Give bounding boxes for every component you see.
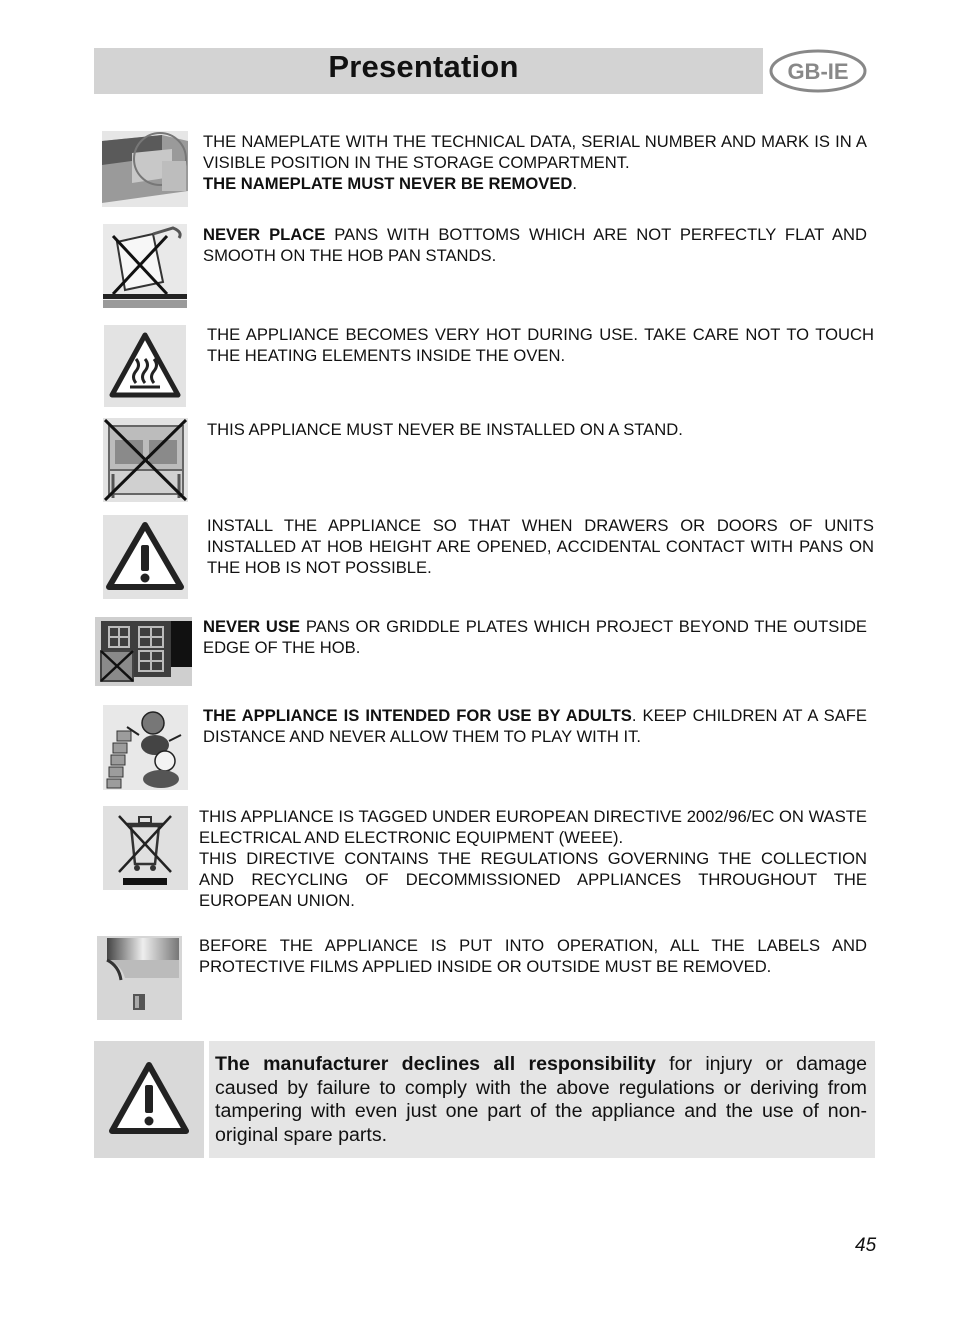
notice-icon-panel xyxy=(94,1041,204,1158)
page-number: 45 xyxy=(855,1235,877,1256)
notice-text xyxy=(215,1053,867,1147)
item-8-para-2: THIS DIRECTIVE CONTAINS THE REGULATIONS GOVERNING THE COLLECTION AND RECYCLING OF DECOMMISSIONED APPLIANCES THROUGHOUT THE EUROPEAN UNION. xyxy=(199,849,867,910)
general-warning-icon xyxy=(108,1059,190,1137)
item-1-line: THE NAMEPLATE WITH THE TECHNICAL DATA, SERIAL NUMBER AND MARK IS IN A VISIBLE POSITION IN THE STORAGE COMPARTMENT. xyxy=(203,132,867,172)
crossed-stand-icon xyxy=(103,418,188,502)
notice-bold: The manufacturer declines all responsibility xyxy=(215,1053,656,1075)
item-2-body: PANS WITH BOTTOMS WHICH ARE NOT PERFECTLY FLAT AND SMOOTH ON THE HOB PAN STANDS. xyxy=(203,225,867,265)
item-6-body: PANS OR GRIDDLE PLATES WHICH PROJECT BEYOND THE OUTSIDE EDGE OF THE HOB. xyxy=(203,617,867,657)
item-3-text: THE APPLIANCE BECOMES VERY HOT DURING USE. TAKE CARE NOT TO TOUCH THE HEATING ELEMENTS INSIDE THE OVEN. xyxy=(207,325,874,365)
item-2-text xyxy=(203,224,867,266)
region-badge xyxy=(769,49,867,93)
item-9-text: BEFORE THE APPLIANCE IS PUT INTO OPERATION, ALL THE LABELS AND PROTECTIVE FILMS APPLIED INSIDE OR OUTSIDE MUST BE REMOVED. xyxy=(199,936,867,976)
hob-griddle-icon xyxy=(95,617,192,686)
item-7-text xyxy=(203,705,867,747)
region-badge-label: GB-IE xyxy=(787,59,849,84)
item-2-bold: NEVER PLACE xyxy=(203,225,326,244)
page-title: Presentation xyxy=(328,49,519,84)
crossed-pan-icon xyxy=(103,224,187,308)
item-6-text xyxy=(203,616,867,658)
item-7-body: . KEEP CHILDREN AT A SAFE DISTANCE AND NEVER ALLOW THEM TO PLAY WITH IT. xyxy=(203,706,867,746)
item-1-bold: THE NAMEPLATE MUST NEVER BE REMOVED xyxy=(203,174,573,193)
hot-surface-warning-icon xyxy=(104,325,186,407)
item-4-text: THIS APPLIANCE MUST NEVER BE INSTALLED ON A STAND. xyxy=(207,420,683,439)
notice-body: for injury or damage caused by failure to comply with the above regulations or deriving from tampering with even just one part of the appliance and the use of non-original spare parts. xyxy=(215,1053,867,1146)
item-6-bold: NEVER USE xyxy=(203,617,301,636)
item-1-text xyxy=(203,131,867,194)
item-7-bold: THE APPLIANCE IS INTENDED FOR USE BY ADULTS xyxy=(203,706,632,725)
nameplate-drawer-icon xyxy=(102,131,188,207)
general-warning-icon xyxy=(103,515,188,599)
children-icon xyxy=(103,705,188,790)
protective-film-icon xyxy=(97,936,182,1020)
title-bar xyxy=(94,48,763,94)
item-8-para-1: THIS APPLIANCE IS TAGGED UNDER EUROPEAN DIRECTIVE 2002/96/EC ON WASTE ELECTRICAL AND ELECTRONIC EQUIPMENT (WEEE). xyxy=(199,807,867,847)
item-8-text xyxy=(199,806,867,911)
weee-bin-icon xyxy=(103,806,188,890)
item-1-suffix: . xyxy=(572,174,578,193)
responsibility-notice xyxy=(94,1041,875,1158)
item-5-text: INSTALL THE APPLIANCE SO THAT WHEN DRAWERS OR DOORS OF UNITS INSTALLED AT HOB HEIGHT ARE OPENED, ACCIDENTAL CONTACT WITH PANS ON THE HOB IS NOT POSSIBLE. xyxy=(207,516,874,577)
